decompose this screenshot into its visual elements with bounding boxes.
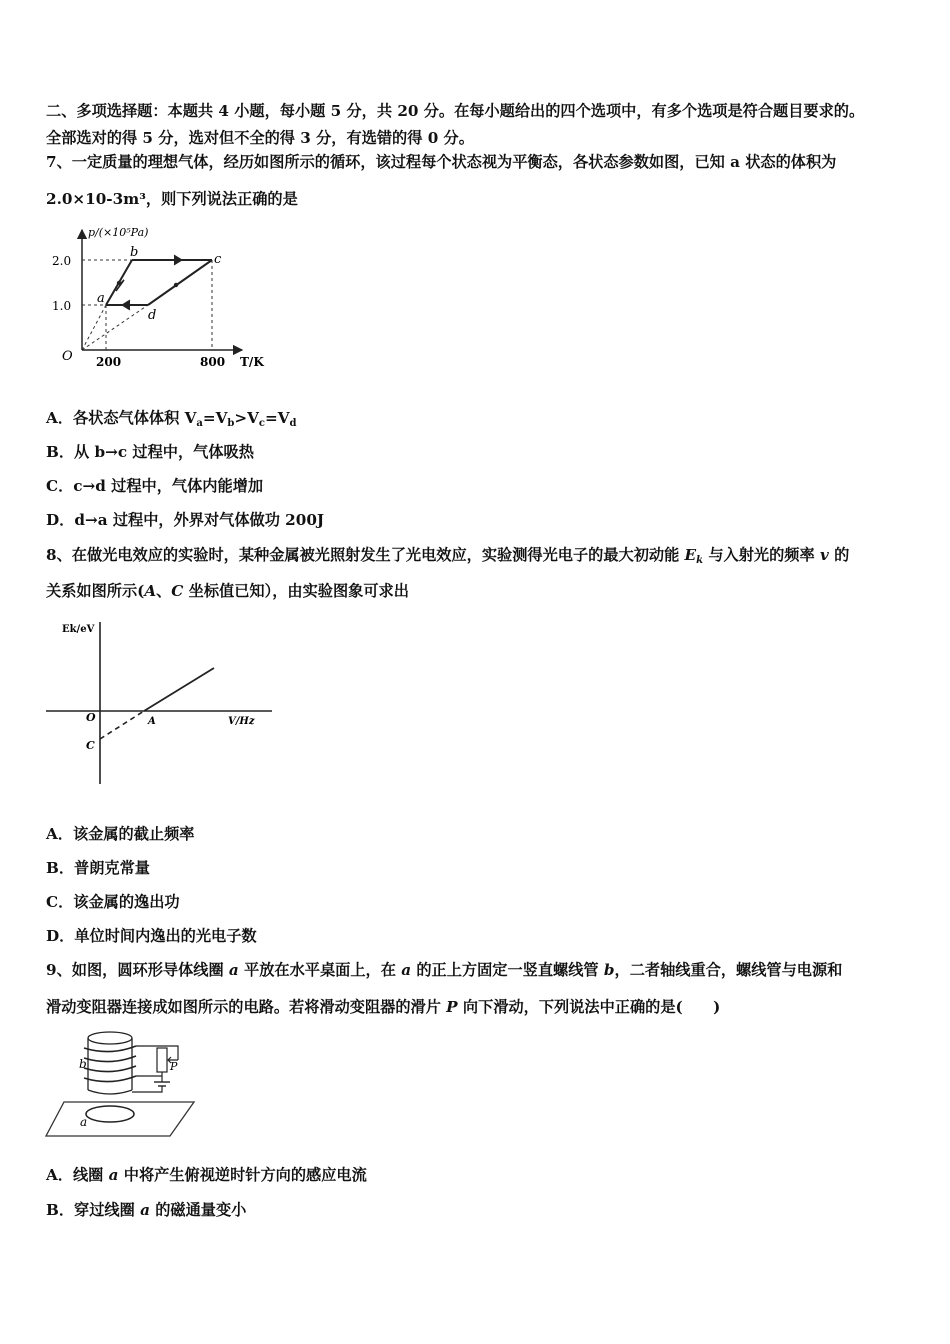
section-heading-line2: 全部选对的得 5 分，选对但不全的得 3 分，有选错的得 0 分。 [46, 129, 474, 147]
section-heading-line1: 二、多项选择题：本题共 4 小题，每小题 5 分，共 20 分。在每小题给出的四个选项中，有多个选项是符合题目要求的。 [46, 102, 865, 120]
q9-label-p: P [170, 1060, 178, 1073]
q8-point-a-label: A [148, 716, 156, 727]
q7-y-tick-1: 1.0 [52, 299, 72, 313]
q7-point-b: b [130, 245, 139, 260]
q9-stem-line2: 滑动变阻器连接成如图所示的电路。若将滑动变阻器的滑片 P 向下滑动，下列说法中正确的是( ) [46, 998, 721, 1016]
q7-option-d[interactable]: D．d→a 过程中，外界对气体做功 200J [46, 511, 325, 529]
q9-option-a[interactable]: A．线圈 a 中将产生俯视逆时针方向的感应电流 [46, 1166, 367, 1184]
q7-x-tick-800: 800 [200, 355, 226, 369]
q9-option-b[interactable]: B．穿过线圈 a 的磁通量变小 [46, 1201, 247, 1219]
q8-option-d[interactable]: D．单位时间内逸出的光电子数 [46, 927, 257, 945]
q7-option-a[interactable]: A．各状态气体体积 $V_a=V_b>V_c=V_d$ [46, 409, 297, 429]
q7-stem-line1: 7、一定质量的理想气体，经历如图所示的循环，该过程每个状态视为平衡态，各状态参数如图，已知 a 状态的体积为 [46, 153, 837, 171]
q9-stem-line1: 9、如图，圆环形导体线圈 a 平放在水平桌面上，在 a 的正上方固定一竖直螺线管 b，二者轴线重合，螺线管与电源和 [46, 961, 843, 979]
q8-x-axis-label: V/Hz [228, 716, 255, 727]
q7-point-a: a [97, 291, 105, 306]
q8-origin-label: O [86, 711, 96, 724]
q7-origin-label: O [62, 349, 73, 364]
q8-stem-line2: 关系如图所示(A、C 坐标值已知），由实验图象可求出 [46, 582, 409, 600]
q9-solenoid-windings [84, 1046, 136, 1082]
q8-point-c-label: C [86, 739, 95, 752]
q7-option-b[interactable]: B．从 b→c 过程中，气体吸热 [46, 443, 254, 461]
q8-option-b[interactable]: B．普朗克常量 [46, 859, 150, 877]
q9-label-a: a [80, 1115, 88, 1129]
q9-coil-a [86, 1106, 134, 1122]
q8-stem-line1: 8、在做光电效应的实验时，某种金属被光照射发生了光电效应，实验测得光电子的最大初动能 $E_k$ 与入射光的频率 v 的 [46, 546, 850, 566]
q7-point-d: d [148, 308, 157, 323]
q7-stem-line2: 2.0×10-3m³，则下列说法正确的是 [46, 190, 298, 208]
q7-y-tick-2: 2.0 [52, 254, 72, 268]
q9-label-b: b [79, 1057, 87, 1071]
q7-pT-diagram [46, 222, 276, 374]
q7-x-axis-label: T/K [240, 355, 264, 369]
q9-rheostat [157, 1048, 167, 1072]
q8-option-c[interactable]: C．该金属的逸出功 [46, 893, 180, 911]
q7-x-tick-200: 200 [96, 355, 122, 369]
q7-process-cd [148, 260, 212, 305]
q8-y-axis-label: Ek/eV [62, 624, 95, 635]
q7-y-axis-label: p/(×10⁵Pa) [88, 226, 149, 239]
q8-line-dashed [100, 711, 144, 739]
q9-solenoid-figure [44, 1028, 204, 1140]
q8-ek-v-graph [44, 616, 276, 788]
q8-option-a[interactable]: A．该金属的截止频率 [46, 825, 195, 843]
q8-line-solid [144, 668, 214, 711]
q7-point-c: c [214, 252, 222, 267]
q7-option-c[interactable]: C．c→d 过程中，气体内能增加 [46, 477, 264, 495]
